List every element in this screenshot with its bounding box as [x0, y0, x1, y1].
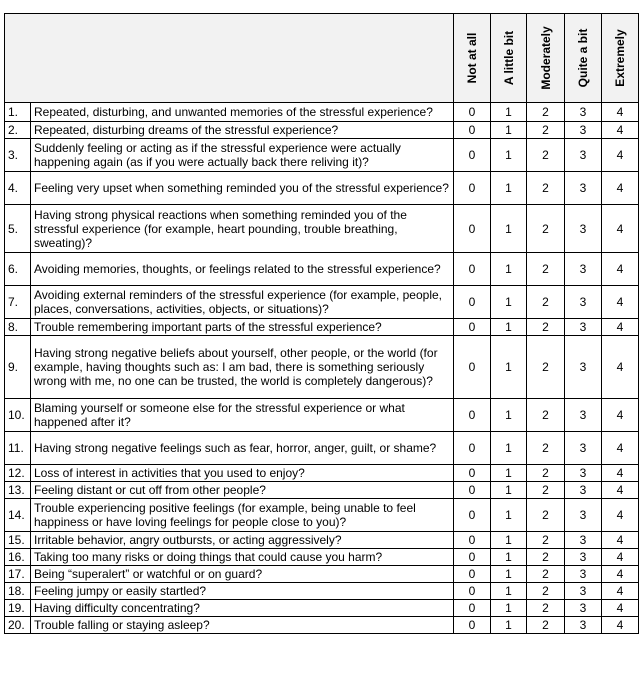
rating-option-0[interactable]: 0: [454, 532, 491, 549]
rating-option-3[interactable]: 3: [565, 549, 602, 566]
rating-option-0[interactable]: 0: [454, 103, 491, 122]
rating-option-4[interactable]: 4: [602, 172, 639, 205]
rating-option-0[interactable]: 0: [454, 205, 491, 253]
table-row: [5, 286, 639, 319]
rating-option-0[interactable]: 0: [454, 566, 491, 583]
rating-option-1[interactable]: 1: [491, 139, 527, 172]
rating-option-3[interactable]: 3: [565, 532, 602, 549]
rating-option-3[interactable]: 3: [565, 465, 602, 482]
rating-option-2[interactable]: 2: [527, 172, 565, 205]
item-question: Having strong negative beliefs about yourself, other people, or the world (for example, having thoughts such as: I am bad, there is something seriously wrong with me, no one can be trusted, the world is completely dangerous)?: [31, 336, 454, 399]
table-row: [5, 319, 639, 336]
item-number: 12.: [5, 465, 31, 482]
rating-option-3[interactable]: 3: [565, 103, 602, 122]
item-number: 13.: [5, 482, 31, 499]
table-row: [5, 600, 639, 617]
rating-option-4[interactable]: 4: [602, 139, 639, 172]
item-question: Suddenly feeling or acting as if the stressful experience were actually happening again (as if you were actually back there reliving it)?: [31, 139, 454, 172]
rating-option-0[interactable]: 0: [454, 122, 491, 139]
rating-option-4[interactable]: 4: [602, 617, 639, 634]
rating-option-4[interactable]: 4: [602, 583, 639, 600]
item-number: 16.: [5, 549, 31, 566]
table-row: [5, 482, 639, 499]
rating-option-2[interactable]: 2: [527, 583, 565, 600]
table-row: [5, 566, 639, 583]
rating-option-2[interactable]: 2: [527, 103, 565, 122]
rating-option-4[interactable]: 4: [602, 205, 639, 253]
rating-option-3[interactable]: 3: [565, 583, 602, 600]
rating-option-0[interactable]: 0: [454, 600, 491, 617]
item-number: 11.: [5, 432, 31, 465]
rating-option-2[interactable]: 2: [527, 566, 565, 583]
table-row: [5, 465, 639, 482]
rating-option-2[interactable]: 2: [527, 399, 565, 432]
rating-option-4[interactable]: 4: [602, 549, 639, 566]
rating-option-4[interactable]: 4: [602, 499, 639, 532]
rating-option-2[interactable]: 2: [527, 617, 565, 634]
item-number: 2.: [5, 122, 31, 139]
rating-option-1[interactable]: 1: [491, 122, 527, 139]
item-question: Having strong physical reactions when something reminded you of the stressful experience (for example, heart pounding, trouble breathing, sweating)?: [31, 205, 454, 253]
item-question: Feeling jumpy or easily startled?: [31, 583, 454, 600]
rating-option-3[interactable]: 3: [565, 139, 602, 172]
table-row: [5, 399, 639, 432]
rating-option-2[interactable]: 2: [527, 465, 565, 482]
rating-option-1[interactable]: 1: [491, 205, 527, 253]
item-number: 5.: [5, 205, 31, 253]
header-blank-cell: [5, 14, 454, 103]
rating-option-4[interactable]: 4: [602, 399, 639, 432]
rating-option-4[interactable]: 4: [602, 336, 639, 399]
rating-option-3[interactable]: 3: [565, 482, 602, 499]
rating-option-3[interactable]: 3: [565, 336, 602, 399]
rating-option-1[interactable]: 1: [491, 499, 527, 532]
questionnaire-table: [4, 13, 639, 634]
item-question: Feeling very upset when something reminded you of the stressful experience?: [31, 172, 454, 205]
rating-option-1[interactable]: 1: [491, 617, 527, 634]
item-question: Being “superalert” or watchful or on guard?: [31, 566, 454, 583]
item-question: Trouble remembering important parts of the stressful experience?: [31, 319, 454, 336]
rating-option-0[interactable]: 0: [454, 499, 491, 532]
table-row: [5, 549, 639, 566]
item-number: 9.: [5, 336, 31, 399]
rating-option-0[interactable]: 0: [454, 253, 491, 286]
rating-option-3[interactable]: 3: [565, 319, 602, 336]
item-number: 3.: [5, 139, 31, 172]
rating-option-1[interactable]: 1: [491, 532, 527, 549]
item-number: 1.: [5, 103, 31, 122]
item-question: Loss of interest in activities that you used to enjoy?: [31, 465, 454, 482]
rating-option-1[interactable]: 1: [491, 566, 527, 583]
rating-option-0[interactable]: 0: [454, 172, 491, 205]
table-row: [5, 432, 639, 465]
rating-option-4[interactable]: 4: [602, 566, 639, 583]
table-row: [5, 532, 639, 549]
rating-option-4[interactable]: 4: [602, 432, 639, 465]
rating-option-1[interactable]: 1: [491, 286, 527, 319]
table-row: [5, 205, 639, 253]
rating-option-1[interactable]: 1: [491, 253, 527, 286]
table-row: [5, 499, 639, 532]
item-question: Having difficulty concentrating?: [31, 600, 454, 617]
rating-option-2[interactable]: 2: [527, 253, 565, 286]
item-number: 18.: [5, 583, 31, 600]
item-number: 10.: [5, 399, 31, 432]
rating-option-0[interactable]: 0: [454, 336, 491, 399]
item-question: Taking too many risks or doing things that could cause you harm?: [31, 549, 454, 566]
rating-option-4[interactable]: 4: [602, 465, 639, 482]
item-question: Having strong negative feelings such as fear, horror, anger, guilt, or shame?: [31, 432, 454, 465]
item-question: Trouble falling or staying asleep?: [31, 617, 454, 634]
rating-option-1[interactable]: 1: [491, 600, 527, 617]
rating-option-4[interactable]: 4: [602, 319, 639, 336]
rating-option-4[interactable]: 4: [602, 532, 639, 549]
rating-option-2[interactable]: 2: [527, 139, 565, 172]
item-number: 19.: [5, 600, 31, 617]
rating-option-1[interactable]: 1: [491, 482, 527, 499]
rating-option-2[interactable]: 2: [527, 205, 565, 253]
table-row: [5, 617, 639, 634]
table-row: [5, 139, 639, 172]
rating-option-2[interactable]: 2: [527, 600, 565, 617]
item-question: Repeated, disturbing, and unwanted memories of the stressful experience?: [31, 103, 454, 122]
rating-option-1[interactable]: 1: [491, 336, 527, 399]
item-question: Avoiding memories, thoughts, or feelings related to the stressful experience?: [31, 253, 454, 286]
item-number: 8.: [5, 319, 31, 336]
rating-option-3[interactable]: 3: [565, 122, 602, 139]
rating-option-1[interactable]: 1: [491, 465, 527, 482]
rating-option-3[interactable]: 3: [565, 617, 602, 634]
rating-option-1[interactable]: 1: [491, 583, 527, 600]
table-row: [5, 172, 639, 205]
col-header-moderately: Moderately: [527, 14, 565, 103]
rating-option-0[interactable]: 0: [454, 482, 491, 499]
table-row: [5, 583, 639, 600]
rating-option-1[interactable]: 1: [491, 103, 527, 122]
rating-option-2[interactable]: 2: [527, 319, 565, 336]
rating-option-1[interactable]: 1: [491, 549, 527, 566]
rating-option-4[interactable]: 4: [602, 253, 639, 286]
rating-option-3[interactable]: 3: [565, 172, 602, 205]
rating-option-3[interactable]: 3: [565, 432, 602, 465]
item-number: 14.: [5, 499, 31, 532]
item-question: Trouble experiencing positive feelings (for example, being unable to feel happiness or have loving feelings for people close to you)?: [31, 499, 454, 532]
item-question: Blaming yourself or someone else for the stressful experience or what happened after it?: [31, 399, 454, 432]
rating-option-3[interactable]: 3: [565, 399, 602, 432]
col-header-extremely: Extremely: [602, 14, 639, 103]
col-header-not-at-all: Not at all: [454, 14, 491, 103]
item-number: 20.: [5, 617, 31, 634]
rating-option-2[interactable]: 2: [527, 432, 565, 465]
rating-option-3[interactable]: 3: [565, 566, 602, 583]
rating-option-0[interactable]: 0: [454, 399, 491, 432]
item-number: 4.: [5, 172, 31, 205]
item-question: Feeling distant or cut off from other people?: [31, 482, 454, 499]
rating-option-3[interactable]: 3: [565, 600, 602, 617]
rating-option-0[interactable]: 0: [454, 465, 491, 482]
item-question: Irritable behavior, angry outbursts, or acting aggressively?: [31, 532, 454, 549]
col-header-a-little-bit: A little bit: [491, 14, 527, 103]
rating-option-3[interactable]: 3: [565, 286, 602, 319]
item-question: Avoiding external reminders of the stressful experience (for example, people, places, conversations, activities, objects, or situations)?: [31, 286, 454, 319]
rating-option-0[interactable]: 0: [454, 319, 491, 336]
rating-option-0[interactable]: 0: [454, 617, 491, 634]
table-row: [5, 336, 639, 399]
item-number: 6.: [5, 253, 31, 286]
item-number: 15.: [5, 532, 31, 549]
table-row: [5, 253, 639, 286]
rating-option-4[interactable]: 4: [602, 103, 639, 122]
rating-option-2[interactable]: 2: [527, 286, 565, 319]
rating-option-3[interactable]: 3: [565, 499, 602, 532]
item-number: 17.: [5, 566, 31, 583]
rating-option-2[interactable]: 2: [527, 549, 565, 566]
rating-option-2[interactable]: 2: [527, 482, 565, 499]
rating-option-4[interactable]: 4: [602, 482, 639, 499]
rating-option-2[interactable]: 2: [527, 336, 565, 399]
table-row: [5, 103, 639, 122]
rating-option-1[interactable]: 1: [491, 432, 527, 465]
table-row: [5, 122, 639, 139]
rating-option-1[interactable]: 1: [491, 399, 527, 432]
rating-option-4[interactable]: 4: [602, 600, 639, 617]
rating-option-3[interactable]: 3: [565, 205, 602, 253]
header-row: [5, 14, 639, 103]
rating-option-1[interactable]: 1: [491, 319, 527, 336]
rating-option-0[interactable]: 0: [454, 432, 491, 465]
col-header-quite-a-bit: Quite a bit: [565, 14, 602, 103]
rating-option-3[interactable]: 3: [565, 253, 602, 286]
rating-option-0[interactable]: 0: [454, 286, 491, 319]
rating-option-0[interactable]: 0: [454, 139, 491, 172]
rating-option-0[interactable]: 0: [454, 583, 491, 600]
item-number: 7.: [5, 286, 31, 319]
rating-option-4[interactable]: 4: [602, 286, 639, 319]
rating-option-1[interactable]: 1: [491, 172, 527, 205]
rating-option-0[interactable]: 0: [454, 549, 491, 566]
rating-option-2[interactable]: 2: [527, 122, 565, 139]
rating-option-4[interactable]: 4: [602, 122, 639, 139]
rating-option-2[interactable]: 2: [527, 532, 565, 549]
rating-option-2[interactable]: 2: [527, 499, 565, 532]
item-question: Repeated, disturbing dreams of the stressful experience?: [31, 122, 454, 139]
